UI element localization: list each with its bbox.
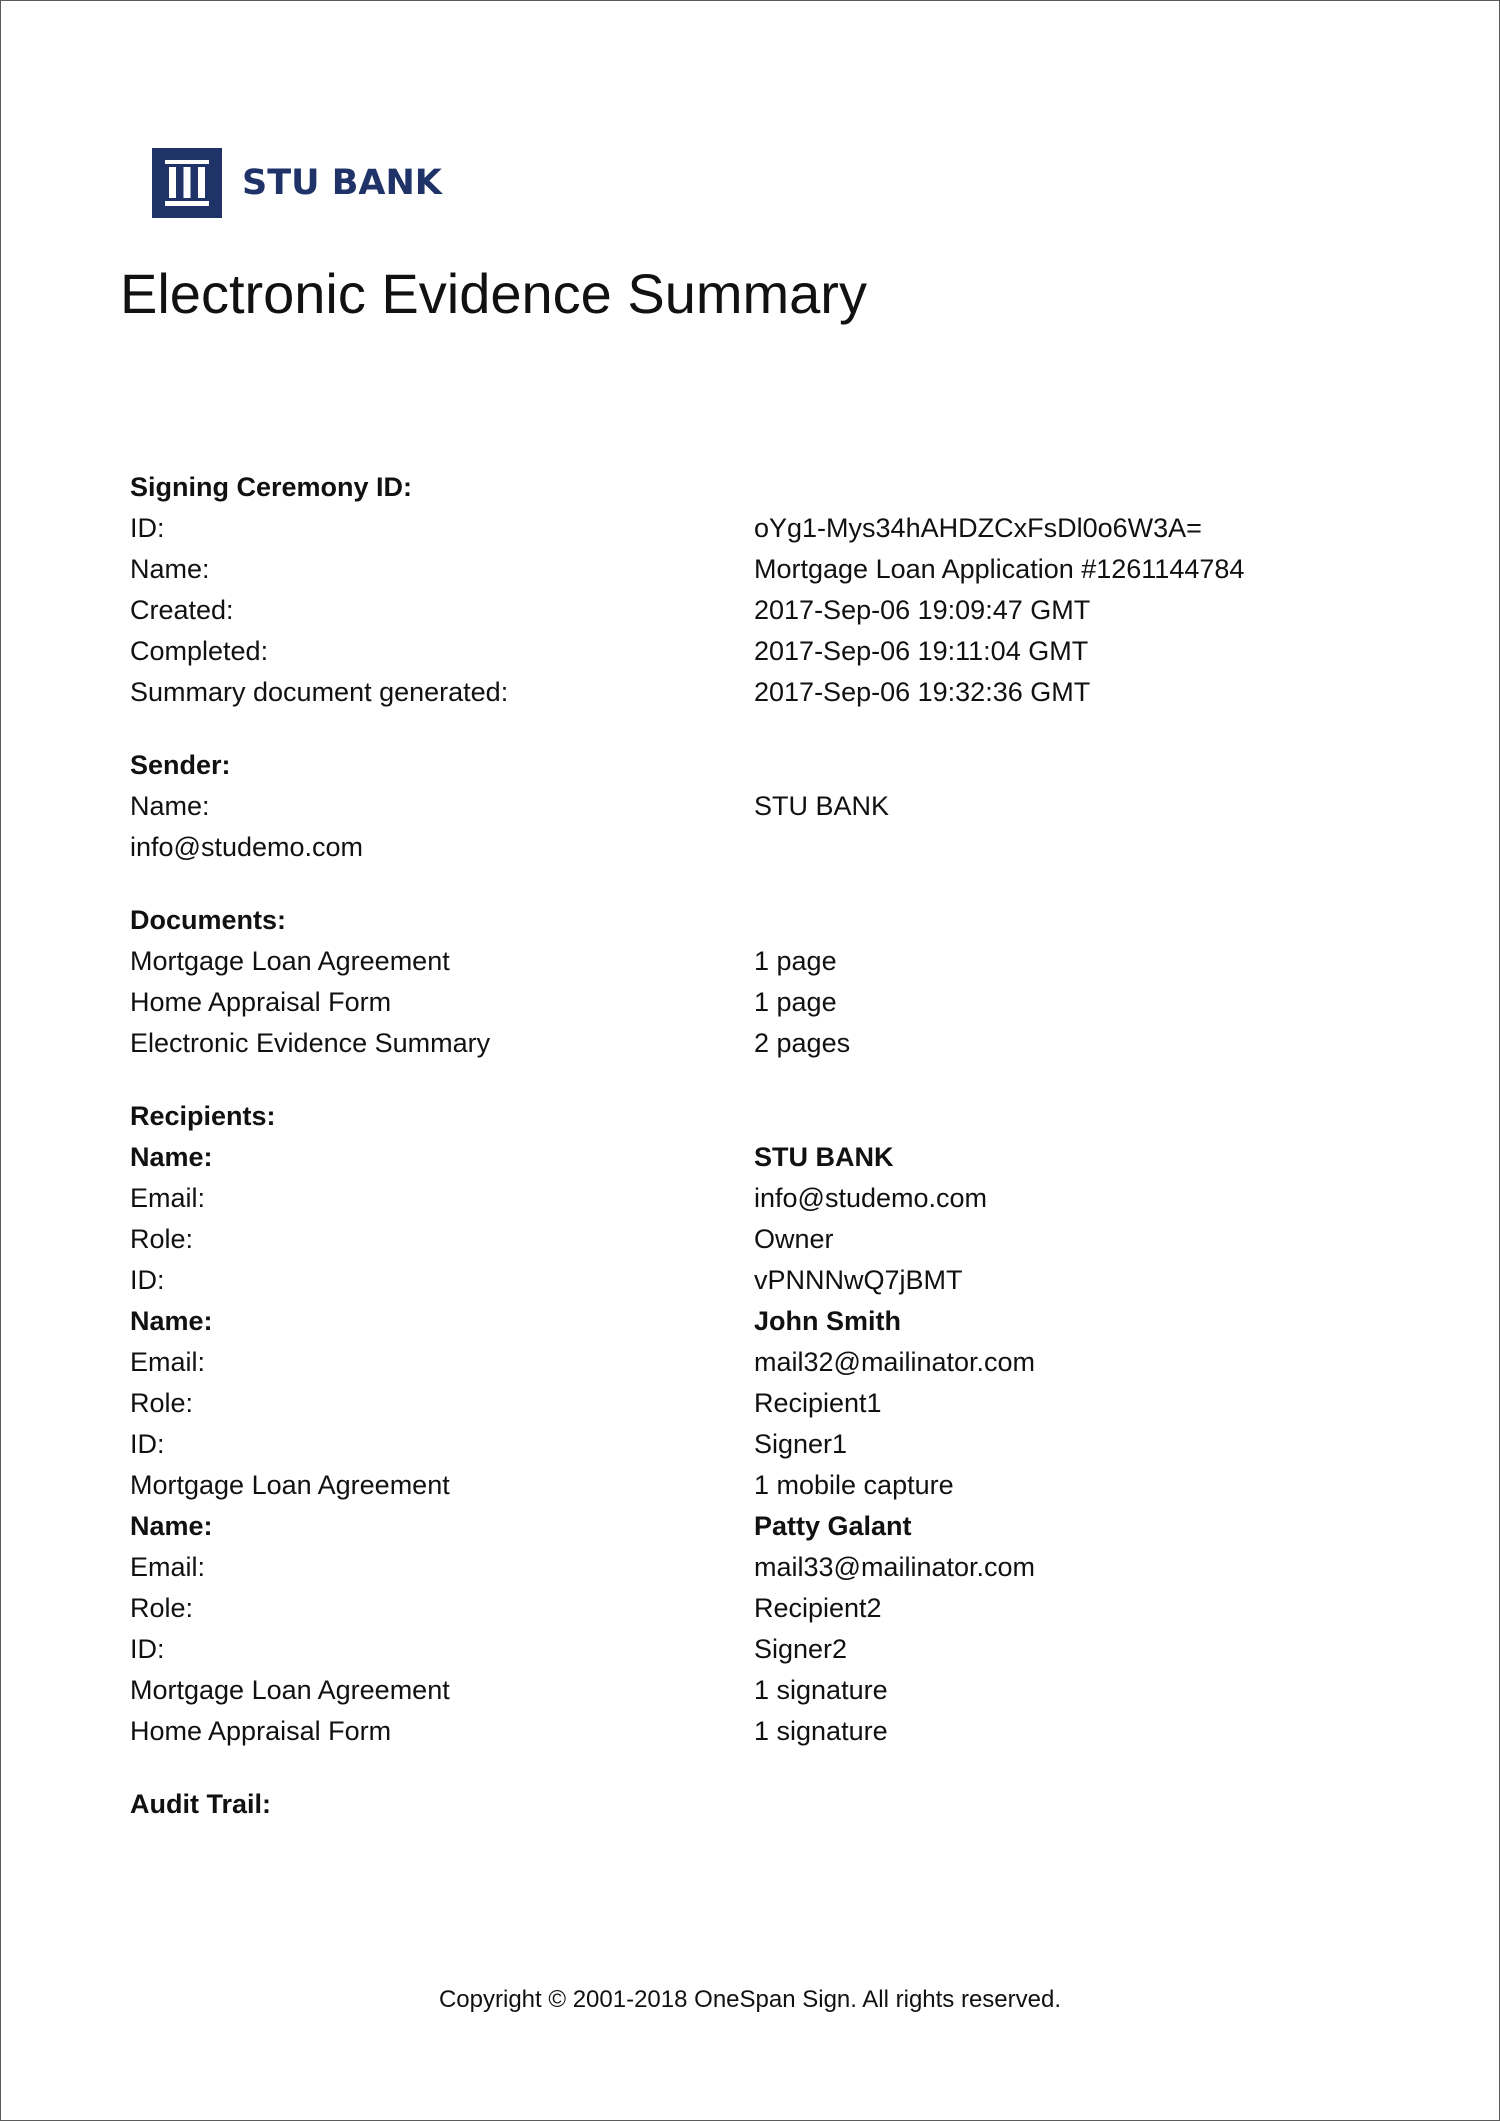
recipient-document-row — [130, 1465, 1380, 1506]
recipients-section — [130, 1096, 1380, 1752]
recipient-role-label: Role: — [130, 1388, 194, 1418]
ceremony-completed-row — [130, 631, 1380, 672]
recipient-id-label: ID: — [130, 1429, 165, 1459]
signing-ceremony-heading: Signing Ceremony ID: — [130, 472, 413, 502]
recipient-document-label: Mortgage Loan Agreement — [130, 1470, 450, 1500]
ceremony-name-value: Mortgage Loan Application #1261144784 — [754, 554, 1245, 584]
recipient-role-label: Role: — [130, 1593, 194, 1623]
recipient-name-label: Name: — [130, 1142, 213, 1172]
recipient-role-label: Role: — [130, 1224, 194, 1254]
recipient-email-value: info@studemo.com — [754, 1183, 988, 1213]
summary-content — [130, 467, 1380, 1857]
sender-heading: Sender: — [130, 750, 231, 780]
ceremony-created-label: Created: — [130, 595, 234, 625]
sender-name-label: Name: — [130, 791, 210, 821]
recipient-email-value: mail32@mailinator.com — [754, 1347, 1036, 1377]
recipient-role-value: Recipient2 — [754, 1593, 882, 1623]
recipient-id-value: Signer1 — [754, 1429, 848, 1459]
recipient-id-row — [130, 1260, 1380, 1301]
ceremony-generated-row — [130, 672, 1380, 713]
ceremony-name-label: Name: — [130, 554, 210, 584]
ceremony-completed-label: Completed: — [130, 636, 269, 666]
recipient-document-value: 1 signature — [754, 1716, 888, 1746]
recipient-email-row — [130, 1547, 1380, 1588]
document-pages: 2 pages — [754, 1028, 851, 1058]
document-name: Mortgage Loan Agreement — [130, 946, 450, 976]
ceremony-generated-label: Summary document generated: — [130, 677, 509, 707]
recipient-id-value: Signer2 — [754, 1634, 848, 1664]
recipient-name-label: Name: — [130, 1511, 213, 1541]
recipient-document-row — [130, 1670, 1380, 1711]
ceremony-name-row — [130, 549, 1380, 590]
document-row — [130, 982, 1380, 1023]
recipient-id-label: ID: — [130, 1265, 165, 1295]
sender-section — [130, 745, 1380, 868]
bank-logo — [152, 148, 442, 218]
recipients-heading: Recipients: — [130, 1101, 276, 1131]
ceremony-created-row — [130, 590, 1380, 631]
recipient-email-label: Email: — [130, 1552, 206, 1582]
sender-email-row — [130, 827, 1380, 868]
recipient-id-value: vPNNNwQ7jBMT — [754, 1265, 963, 1295]
recipient-document-value: 1 signature — [754, 1675, 888, 1705]
page-title: Electronic Evidence Summary — [120, 262, 867, 325]
ceremony-id-value: oYg1-Mys34hAHDZCxFsDl0o6W3A= — [754, 513, 1202, 543]
recipient-email-row — [130, 1342, 1380, 1383]
ceremony-completed-value: 2017-Sep-06 19:11:04 GMT — [754, 636, 1089, 666]
sender-email: info@studemo.com — [130, 832, 364, 862]
ceremony-created-value: 2017-Sep-06 19:09:47 GMT — [754, 595, 1091, 625]
bank-building-icon — [152, 148, 222, 218]
recipient-name-value: Patty Galant — [754, 1511, 912, 1541]
ceremony-id-label: ID: — [130, 513, 165, 543]
recipient-email-label: Email: — [130, 1183, 206, 1213]
recipient-id-row — [130, 1629, 1380, 1670]
bank-name: STU BANK — [242, 162, 442, 203]
audit-trail-section — [130, 1784, 1380, 1825]
recipient-role-value: Recipient1 — [754, 1388, 882, 1418]
ceremony-id-row — [130, 508, 1380, 549]
recipient-role-row — [130, 1588, 1380, 1629]
recipient-email-label: Email: — [130, 1347, 206, 1377]
recipient-name-label: Name: — [130, 1306, 213, 1336]
document-row — [130, 941, 1380, 982]
copyright-footer: Copyright © 2001-2018 OneSpan Sign. All rights reserved. — [438, 1986, 1062, 2013]
recipient-name-row — [130, 1506, 1380, 1547]
sender-name-row — [130, 786, 1380, 827]
recipient-id-row — [130, 1424, 1380, 1465]
sender-name-value: STU BANK — [754, 791, 890, 821]
recipient-email-value: mail33@mailinator.com — [754, 1552, 1036, 1582]
recipient-name-row — [130, 1137, 1380, 1178]
recipient-document-row — [130, 1711, 1380, 1752]
signing-ceremony-section — [130, 467, 1380, 713]
document-pages: 1 page — [754, 946, 837, 976]
recipient-name-row — [130, 1301, 1380, 1342]
ceremony-generated-value: 2017-Sep-06 19:32:36 GMT — [754, 677, 1091, 707]
recipient-role-value: Owner — [754, 1224, 834, 1254]
document-name: Home Appraisal Form — [130, 987, 392, 1017]
documents-heading: Documents: — [130, 905, 287, 935]
recipient-document-label: Home Appraisal Form — [130, 1716, 392, 1746]
recipient-document-label: Mortgage Loan Agreement — [130, 1675, 450, 1705]
audit-trail-heading: Audit Trail: — [130, 1789, 271, 1819]
recipient-role-row — [130, 1219, 1380, 1260]
document-pages: 1 page — [754, 987, 837, 1017]
recipient-role-row — [130, 1383, 1380, 1424]
documents-section — [130, 900, 1380, 1064]
document-row — [130, 1023, 1380, 1064]
recipient-id-label: ID: — [130, 1634, 165, 1664]
recipient-email-row — [130, 1178, 1380, 1219]
document-name: Electronic Evidence Summary — [130, 1028, 491, 1058]
recipient-name-value: John Smith — [754, 1306, 901, 1336]
recipient-document-value: 1 mobile capture — [754, 1470, 954, 1500]
recipient-name-value: STU BANK — [754, 1142, 894, 1172]
